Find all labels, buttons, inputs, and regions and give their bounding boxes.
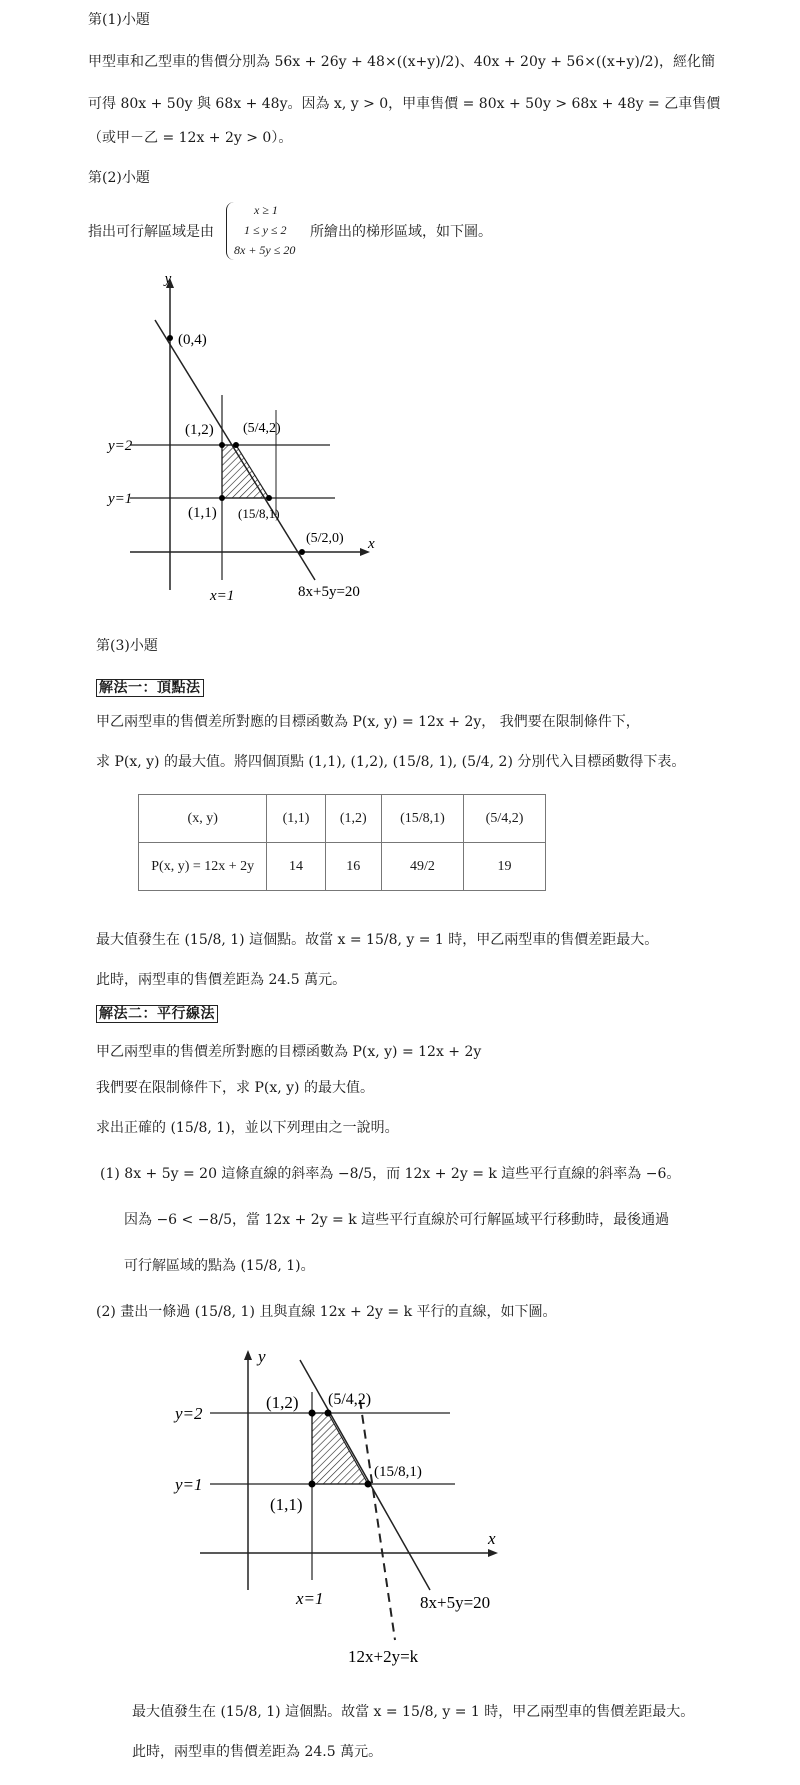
part1-line3: （或甲－乙 = 12x + 2y > 0）。 (88, 130, 293, 146)
graph2-region (312, 1413, 368, 1484)
graph1-label-158-1: (15/8,1) (238, 506, 280, 521)
table-row (139, 795, 546, 843)
graph2-label-158-1: (15/8,1) (374, 1464, 422, 1480)
graph1-label-y1: y=1 (108, 491, 133, 507)
method1-line2: 求 P(x, y) 的最大值。將四個頂點 (1,1), (1,2), (15/8, 1), (5/4, 2) 分別代入目標函數得下表。 (96, 754, 686, 770)
table-header-cell: (5/4,2) (464, 795, 546, 843)
part1-line2: 可得 80x + 50y 與 68x + 48y。因為 x, y > 0，甲車售價 = 80x + 50y > 68x + 48y = 乙車售價 (88, 96, 721, 112)
graph2-y-label: y (258, 1347, 266, 1366)
graph1-label-8x5y: 8x+5y=20 (298, 584, 360, 600)
graph2-point-1-2 (309, 1410, 316, 1417)
graph1-point-1-2 (219, 442, 225, 448)
graph1-point-1-1 (219, 495, 225, 501)
method1-line1: 甲乙兩型車的售價差所對應的目標函數為 P(x, y) = 12x + 2y， 我們要在限制條件下， (96, 714, 640, 730)
table-cell: 49/2 (381, 843, 463, 891)
graph1-label-54-2: (5/4,2) (243, 421, 281, 436)
method1-title: 解法一：頂點法 (96, 679, 204, 697)
graph2-x-label: x (488, 1529, 496, 1548)
graph2-label-1-2: (1,2) (266, 1393, 299, 1412)
method2-line1: 甲乙兩型車的售價差所對應的目標函數為 P(x, y) = 12x + 2y (96, 1044, 482, 1060)
table-header-cell: (x, y) (139, 795, 267, 843)
part2-heading: 第(2)小題 (88, 170, 150, 186)
part2-text-before: 指出可行解區域是由 (88, 224, 214, 240)
method2-line3: 求出正確的 (15/8, 1)，並以下列理由之一說明。 (96, 1120, 399, 1136)
table-cell: 19 (464, 843, 546, 891)
graph1-point-158-1 (266, 495, 272, 501)
graph2-point-1-1 (309, 1481, 316, 1488)
graph1-region (222, 445, 269, 498)
constraint-1: x ≥ 1 (254, 203, 278, 217)
reason1-a: (1) 8x + 5y = 20 這條直線的斜率為 −8/5，而 12x + 2y = k 這些平行直線的斜率為 −6。 (100, 1166, 681, 1182)
table-header-cell: (1,2) (325, 795, 381, 843)
method1-conclusion2: 此時，兩型車的售價差距為 24.5 萬元。 (96, 972, 347, 988)
graph2-y-arrow (244, 1350, 252, 1360)
table-cell: P(x, y) = 12x + 2y (139, 843, 267, 891)
graph2-label-y1: y=1 (175, 1475, 203, 1494)
graph2-parallel-line (0, 1340, 800, 1700)
part2-text-after: 所繪出的梯形區域，如下圖。 (310, 224, 492, 240)
part1-line1: 甲型車和乙型車的售價分別為 56x + 26y + 48×((x+y)/2)、40x + 20y + 56×((x+y)/2)，經化簡 (88, 54, 715, 70)
graph1-point-0-4 (167, 335, 173, 341)
final-conclusion1: 最大值發生在 (15/8, 1) 這個點。故當 x = 15/8, y = 1 時，甲乙兩型車的售價差距最大。 (132, 1704, 695, 1720)
graph1-label-0-4: (0,4) (178, 332, 207, 348)
reason1-b: 因為 −6 < −8/5，當 12x + 2y = k 這些平行直線於可行解區域平行移動時，最後通過 (124, 1212, 670, 1228)
graph1-point-52-0 (299, 549, 305, 555)
table-header-cell: (15/8,1) (381, 795, 463, 843)
table-header-cell: (1,1) (267, 795, 325, 843)
graph1-point-54-2 (233, 442, 239, 448)
graph2-point-54-2 (325, 1410, 332, 1417)
table-cell: 16 (325, 843, 381, 891)
method2-title: 解法二：平行線法 (96, 1005, 218, 1023)
part1-heading: 第(1)小題 (88, 12, 150, 28)
graph2-label-y2: y=2 (175, 1404, 203, 1423)
graph1-x-label: x (368, 536, 375, 552)
graph1-label-52-0: (5/2,0) (306, 531, 344, 546)
final-conclusion2: 此時，兩型車的售價差距為 24.5 萬元。 (132, 1744, 383, 1760)
graph1-label-1-1: (1,1) (188, 505, 217, 521)
graph2-label-1-1: (1,1) (270, 1495, 303, 1514)
table-cell: 14 (267, 843, 325, 891)
graph2-label-x1: x=1 (296, 1589, 324, 1608)
reason2: (2) 畫出一條過 (15/8, 1) 且與直線 12x + 2y = k 平行的直線，如下圖。 (96, 1304, 557, 1320)
graph2-point-158-1 (365, 1481, 372, 1488)
constraint-3: 8x + 5y ≤ 20 (234, 243, 296, 257)
graph1-label-1-2: (1,2) (185, 422, 214, 438)
graph1-label-x1: x=1 (210, 588, 235, 604)
graph2-label-54-2: (5/4,2) (328, 1391, 372, 1408)
vertex-table (138, 794, 546, 891)
constraint-2: 1 ≤ y ≤ 2 (244, 223, 287, 237)
graph1-y-label: y (164, 271, 172, 287)
method1-conclusion1: 最大值發生在 (15/8, 1) 這個點。故當 x = 15/8, y = 1 時，甲乙兩型車的售價差距最大。 (96, 932, 659, 948)
graph2-x-arrow (488, 1549, 498, 1557)
graph2-label-8x5y: 8x+5y=20 (420, 1593, 491, 1612)
graph2-label-12x2y: 12x+2y=k (348, 1647, 419, 1666)
part3-heading: 第(3)小題 (96, 638, 158, 654)
graph1-label-y2: y=2 (108, 438, 133, 454)
method2-line2: 我們要在限制條件下，求 P(x, y) 的最大值。 (96, 1080, 374, 1096)
reason1-c: 可行解區域的點為 (15/8, 1)。 (124, 1258, 315, 1274)
graph1-feasible-region (0, 270, 800, 610)
table-row (139, 843, 546, 891)
